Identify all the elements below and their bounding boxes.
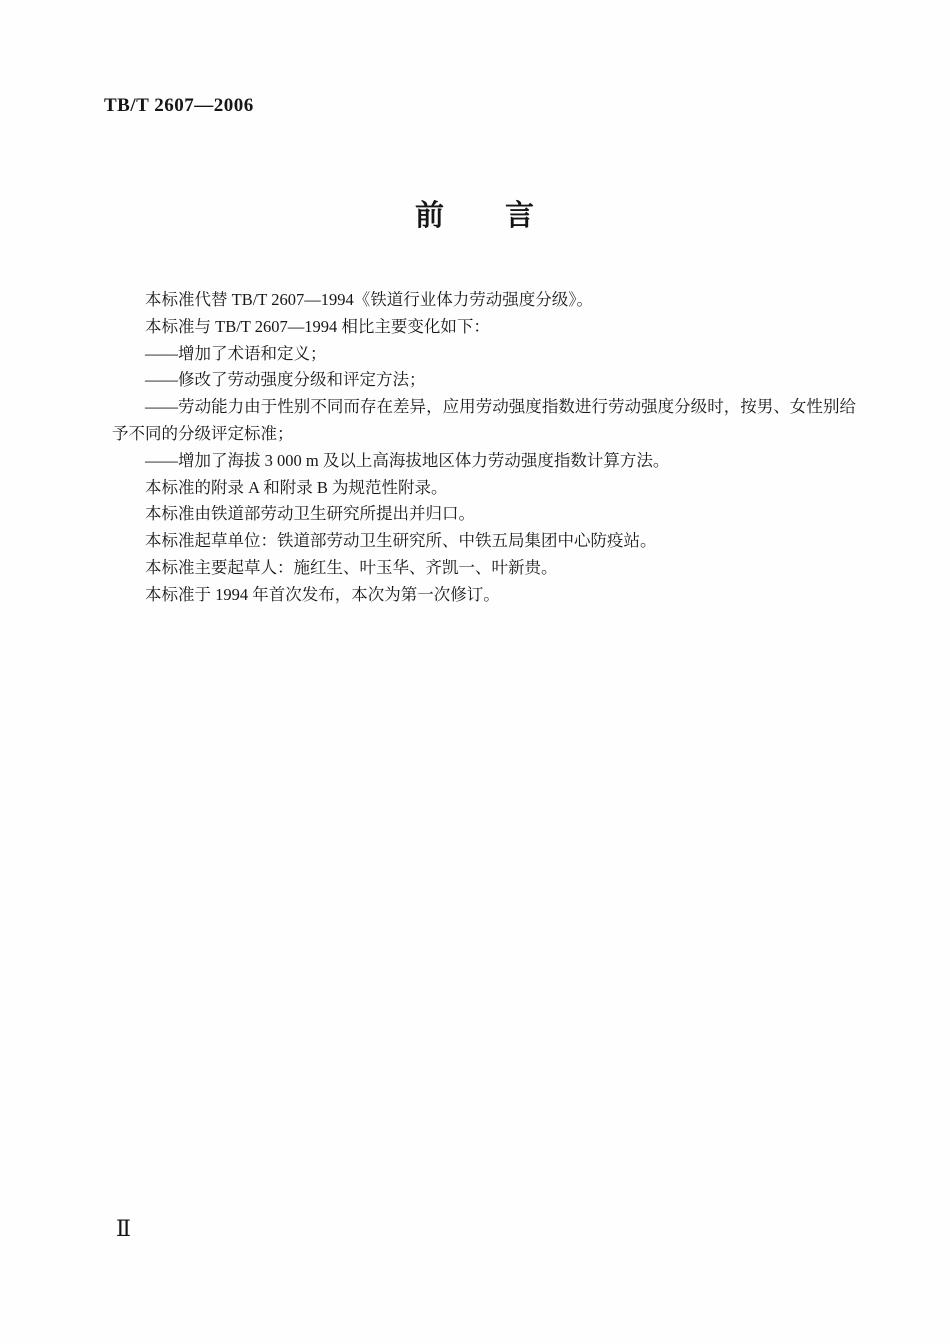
foreword-paragraph: 本标准起草单位：铁道部劳动卫生研究所、中铁五局集团中心防疫站。	[145, 531, 657, 551]
standard-doc-number: TB/T 2607—2006	[104, 95, 254, 116]
page-title: 前 言	[414, 200, 535, 232]
foreword-paragraph: 本标准于 1994 年首次发布，本次为第一次修订。	[145, 584, 500, 604]
foreword-body	[112, 287, 856, 609]
foreword-paragraph: ——增加了海拔 3 000 m 及以上高海拔地区体力劳动强度指数计算方法。	[145, 450, 670, 470]
foreword-paragraph: 本标准与 TB/T 2607—1994 相比主要变化如下：	[145, 316, 490, 336]
page-number: Ⅱ	[116, 1216, 131, 1241]
foreword-paragraph: 本标准的附录 A 和附录 B 为规范性附录。	[145, 477, 448, 497]
foreword-paragraph: 本标准主要起草人：施红生、叶玉华、齐凯一、叶新贵。	[145, 557, 558, 577]
foreword-paragraph: 本标准代替 TB/T 2607—1994《铁道行业体力劳动强度分级》。	[145, 290, 593, 309]
foreword-paragraph: ——劳动能力由于性别不同而存在差异，应用劳动强度指数进行劳动强度分级时，按男、女性别给予不同的分级评定标准；	[112, 397, 856, 443]
foreword-paragraph: ——增加了术语和定义；	[145, 343, 327, 363]
foreword-paragraph: ——修改了劳动强度分级和评定方法；	[145, 370, 426, 390]
foreword-paragraph: 本标准由铁道部劳动卫生研究所提出并归口。	[145, 504, 475, 524]
